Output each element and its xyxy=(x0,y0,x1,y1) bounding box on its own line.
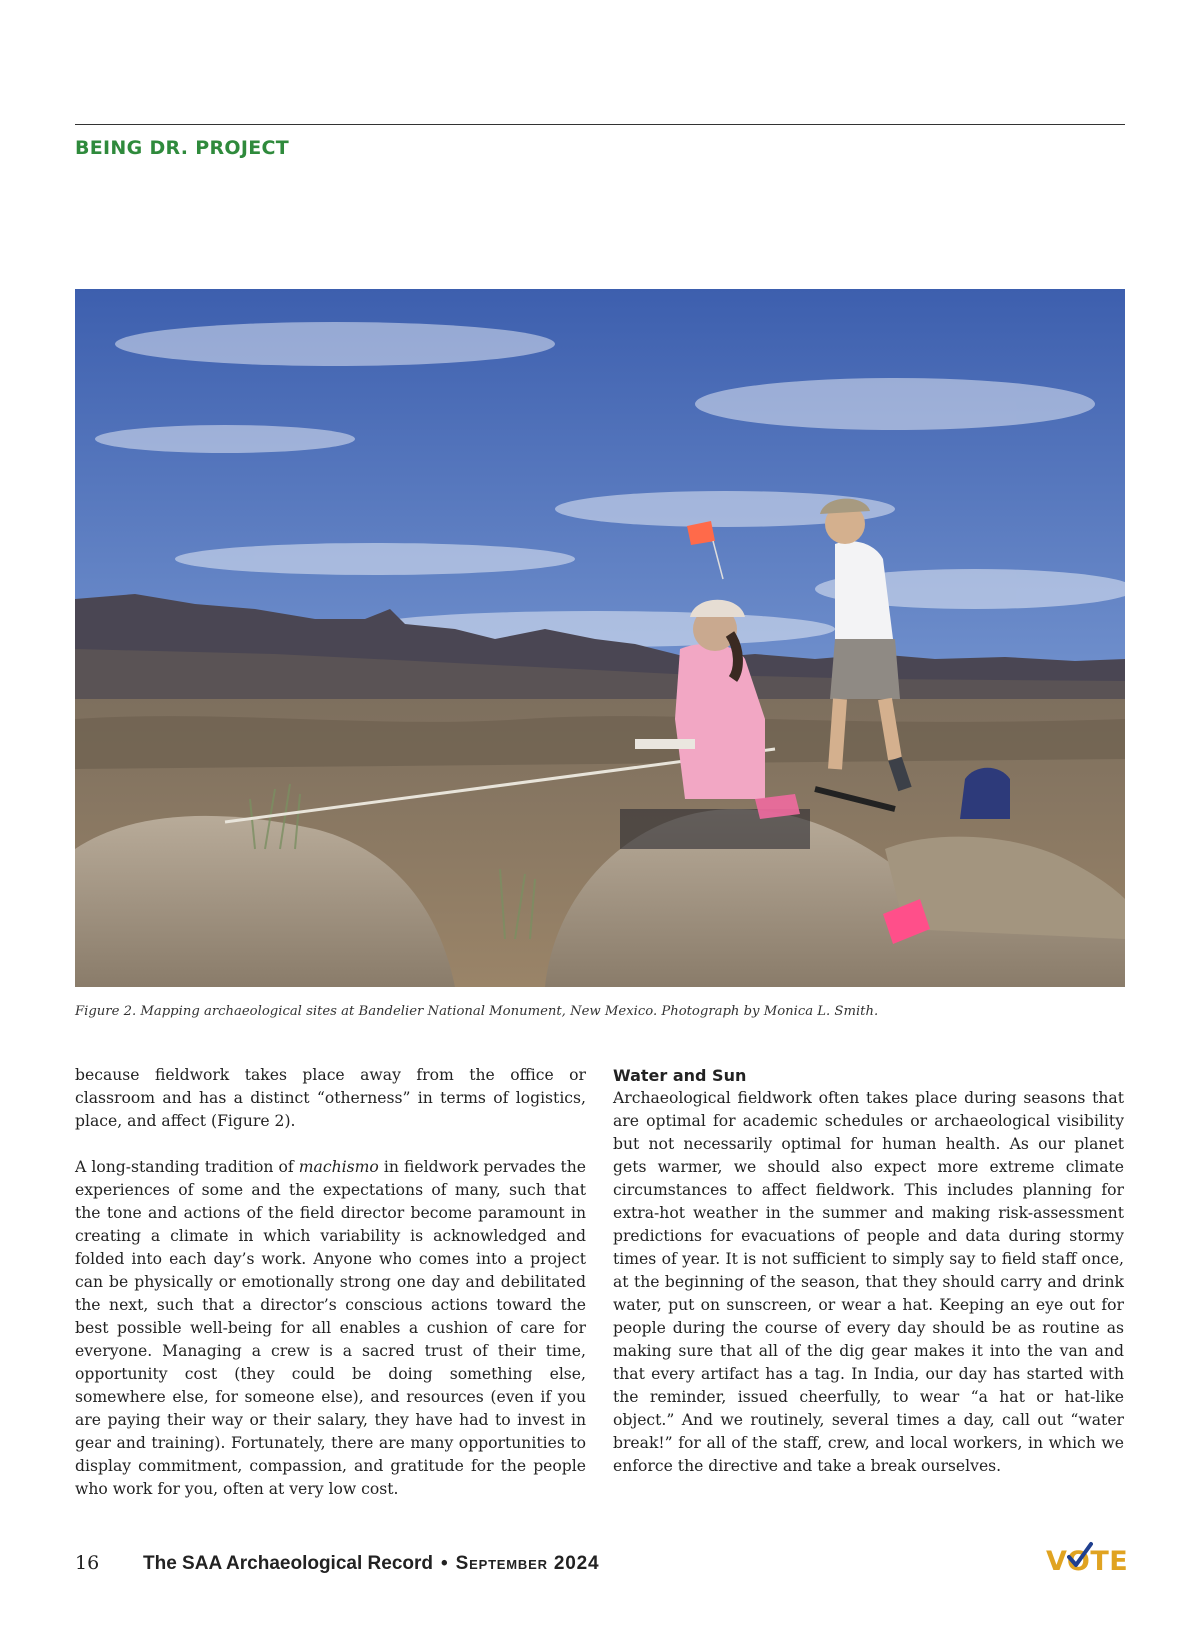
journal-name: The SAA Archaeological Record xyxy=(143,1553,433,1574)
journal-title xyxy=(143,1553,599,1575)
page-number: 16 xyxy=(75,1552,100,1574)
left-column xyxy=(75,1064,586,1501)
separator: • xyxy=(441,1553,448,1574)
paragraph-text: in fieldwork pervades the experiences of some and the expectations of many, such that the tone and actions of the field director become paramount in creating a climate in which variability is acknowledged and folded into each day’s work. Anyone who comes into a project can be physically or emotionally strong one day and debilitated the next, such that a director’s conscious actions toward the best possible well-being for all enables a cushion of care for everyone. Managing a crew is a sacred trust of their time, opportunity cost (they could be doing something else, somewhere else, for someone else), and resources (even if you are paying their way or their salary, they have had to invest in gear and training). Fortunately, there are many opportunities to display commitment, compassion, and gratitude for the people who work for you, often at very low cost. xyxy=(75,1158,586,1498)
paragraph xyxy=(75,1156,586,1501)
figure-caption: Figure 2. Mapping archaeological sites at Bandelier National Monument, New Mexico. Photograph by Monica L. Smith. xyxy=(75,1004,879,1019)
vote-logo: VOTE xyxy=(1046,1546,1129,1577)
emphasis-text: machismo xyxy=(298,1158,379,1176)
section-title: BEING DR. PROJECT xyxy=(75,137,289,159)
header-rule xyxy=(75,124,1125,125)
paragraph-text: A long-standing tradition of xyxy=(75,1158,299,1176)
subhead: Water and Sun xyxy=(613,1066,747,1085)
figure-photo xyxy=(75,289,1125,987)
checkmark-icon xyxy=(1067,1541,1093,1571)
right-column xyxy=(613,1064,1124,1478)
paragraph: Archaeological fieldwork often takes place during seasons that are optimal for academic schedules or archaeological visibility but not necessarily optimal for human health. As our planet gets warmer, we should also expect more extreme climate circumstances to affect fieldwork. This includes planning for extra-hot weather in the summer and making risk-assessment predictions for evacuations of people and data during stormy times of year. It is not sufficient to simply say to field staff once, at the beginning of the season, that they should carry and drink water, put on sunscreen, or wear a hat. Keeping an eye out for people during the course of every day should be as routine as making sure that all of the dig gear makes it into the van and that every artifact has a tag. In India, our day has started with the reminder, issued cheerfully, to wear “a hat or hat-like object.” And we routinely, several times a day, call out “water break!” for all of the staff, crew, and local workers, in which we enforce the directive and take a break ourselves. xyxy=(613,1089,1124,1475)
paragraph: because fieldwork takes place away from the office or classroom and has a distinct “otherness” in terms of logistics, place, and affect (Figure 2). xyxy=(75,1066,586,1130)
issue-date: September 2024 xyxy=(455,1553,600,1574)
